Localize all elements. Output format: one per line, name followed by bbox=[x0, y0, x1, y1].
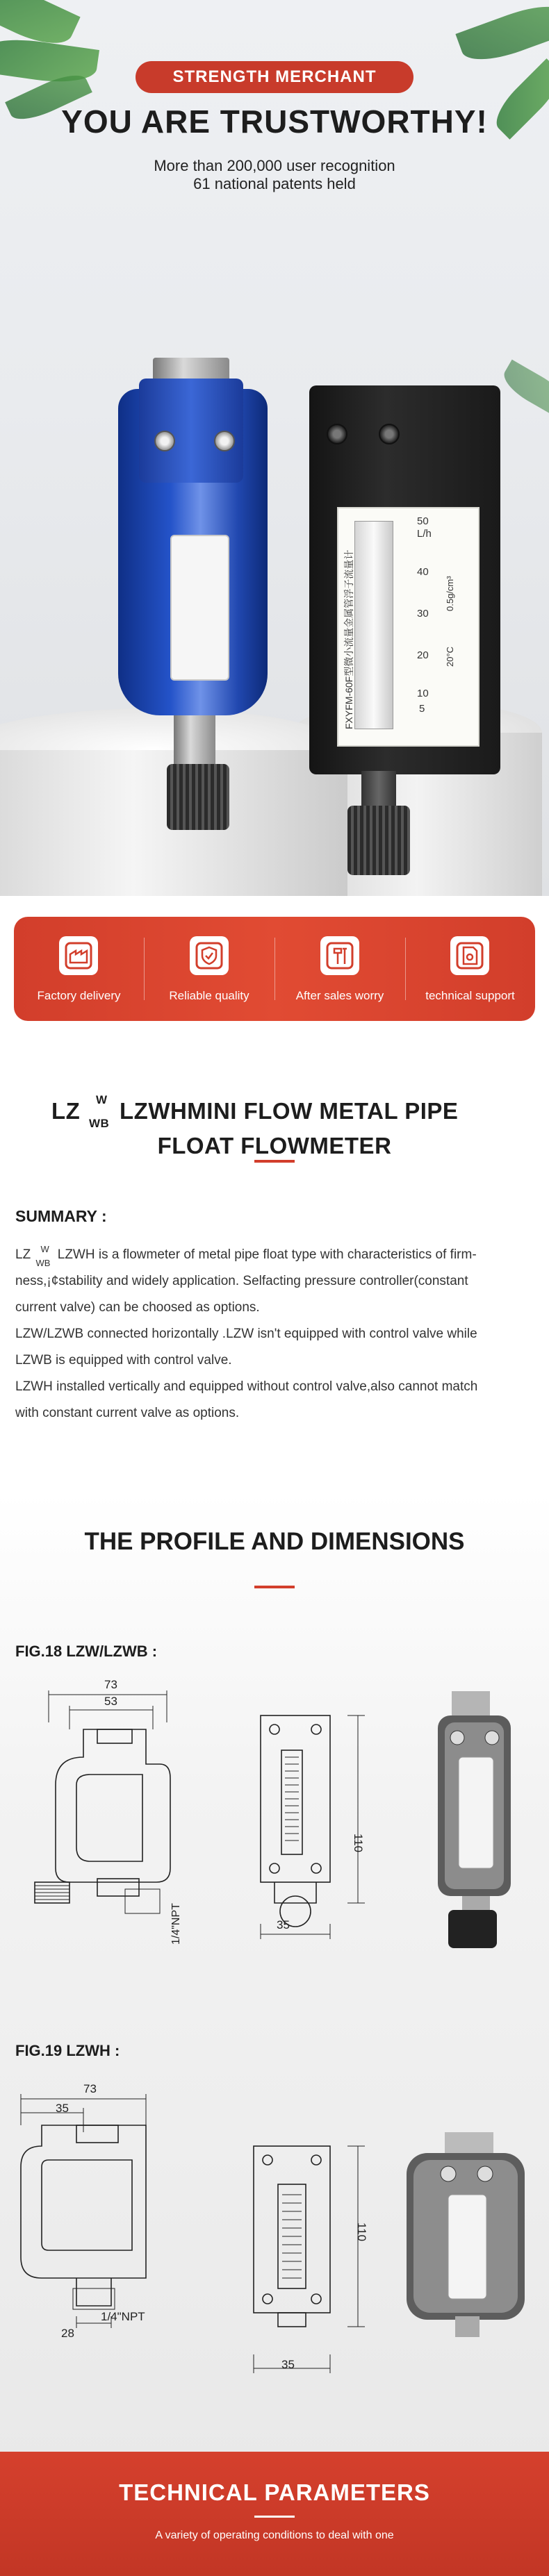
technical-parameters-banner bbox=[0, 2452, 549, 2576]
black-meter-tick-50: 50 bbox=[417, 515, 429, 527]
black-meter-tick-10: 10 bbox=[417, 688, 429, 699]
hero-title: YOU ARE TRUSTWORTHY! bbox=[61, 103, 488, 140]
black-meter-tick-20: 20 bbox=[417, 649, 429, 661]
summary-p1-rest: LZWH is a flowmeter of metal pipe float type with characteristics of firm- bbox=[54, 1247, 477, 1262]
flowmeter-photo-icon bbox=[396, 2132, 535, 2341]
summary-heading: SUMMARY : bbox=[15, 1207, 107, 1225]
fig19-dim-35-front: 35 bbox=[281, 2358, 295, 2371]
fig19-dim-110: 110 bbox=[355, 2222, 368, 2242]
flowmeter-photo-icon bbox=[424, 1688, 528, 1952]
fig18-dim-73: 73 bbox=[104, 1678, 117, 1691]
fig19-product-photo bbox=[396, 2132, 535, 2341]
document-support-icon bbox=[450, 936, 489, 975]
title-sup: W bbox=[96, 1093, 108, 1106]
screw-icon bbox=[154, 431, 175, 451]
summary-paragraph-1 bbox=[15, 1242, 538, 1268]
palm-leaf-right-3 bbox=[498, 360, 549, 419]
fig18-title: FIG.18 LZW/LZWB : bbox=[15, 1643, 158, 1660]
summary-p2-line-2: LZWB is equipped with control valve. bbox=[15, 1353, 232, 1368]
summary-prefix: LZ bbox=[15, 1247, 31, 1262]
black-meter-scale-tube bbox=[354, 521, 393, 729]
black-meter-tick-5: 5 bbox=[419, 703, 425, 715]
hero-subtitle bbox=[0, 157, 549, 193]
shield-check-icon bbox=[190, 936, 229, 975]
blue-meter-valve-knob bbox=[167, 764, 229, 830]
fig19-dim-thread: 1/4"NPT bbox=[101, 2310, 145, 2323]
screw-icon bbox=[214, 431, 235, 451]
title-underline bbox=[254, 1160, 295, 1163]
title-sub: WB bbox=[89, 1117, 110, 1130]
screw-icon bbox=[379, 424, 400, 444]
black-meter-density: 0.5g/cm³ bbox=[445, 576, 455, 611]
summary-p3-line-2: with constant current valve as options. bbox=[15, 1406, 240, 1420]
product-title-section bbox=[0, 1021, 549, 1195]
feature-reliable-quality bbox=[144, 917, 274, 1021]
fig19-dim-73: 73 bbox=[83, 2082, 97, 2095]
features-section bbox=[0, 896, 549, 1021]
feature-label: technical support bbox=[425, 989, 515, 1002]
fig18-product-photo bbox=[424, 1688, 528, 1952]
tech-underline bbox=[254, 2516, 295, 2518]
blue-meter-scale-window bbox=[170, 535, 229, 681]
profile-heading: THE PROFILE AND DIMENSIONS bbox=[84, 1528, 465, 1555]
fig18-dim-35: 35 bbox=[277, 1918, 290, 1931]
tools-icon bbox=[320, 936, 359, 975]
summary-sup: W bbox=[40, 1244, 49, 1254]
profile-underline bbox=[254, 1586, 295, 1588]
features-bar bbox=[14, 917, 535, 1021]
blue-meter-stem bbox=[174, 715, 215, 764]
feature-label: Factory delivery bbox=[37, 989, 121, 1002]
feature-after-sales bbox=[274, 917, 405, 1021]
screw-icon bbox=[327, 424, 347, 444]
summary-p2-line-1: LZW/LZWB connected horizontally .LZW isn't equipped with control valve while bbox=[15, 1327, 477, 1341]
palm-leaf-right-1 bbox=[455, 0, 549, 70]
black-meter-model-label: FXYFM-60F型微小流量金属管浮子流量计 bbox=[343, 549, 354, 729]
factory-icon bbox=[59, 936, 98, 975]
black-meter-tick-30: 30 bbox=[417, 608, 429, 620]
product-title-line-1 bbox=[0, 1094, 549, 1129]
summary-p1-line-3: current valve) can be choosed as options. bbox=[15, 1300, 260, 1315]
technical-parameters-title: TECHNICAL PARAMETERS bbox=[119, 2479, 430, 2505]
fig19-front-view-drawing bbox=[236, 2132, 375, 2389]
product-title bbox=[0, 1094, 549, 1163]
technical-parameters-subtitle: A variety of operating conditions to deal with one bbox=[155, 2529, 394, 2541]
hero-sub-line-1: More than 200,000 user recognition bbox=[154, 157, 395, 174]
summary-p1-line-2: ness,¡¢stability and widely application. Selfacting pressure controller(constant bbox=[15, 1274, 468, 1288]
feature-factory-delivery bbox=[14, 917, 144, 1021]
fig18-dim-110: 110 bbox=[352, 1834, 365, 1853]
summary-text bbox=[15, 1242, 538, 1427]
feature-label: Reliable quality bbox=[169, 989, 249, 1002]
title-rest: LZWHMINI FLOW METAL PIPE bbox=[120, 1098, 459, 1124]
feature-technical-support bbox=[405, 917, 535, 1021]
fig19-title: FIG.19 LZWH : bbox=[15, 2042, 120, 2059]
fig18-front-view-drawing bbox=[243, 1695, 382, 1952]
fig19-dim-28: 28 bbox=[61, 2327, 74, 2340]
black-meter-unit: L/h bbox=[417, 528, 432, 540]
fig18-side-view-drawing bbox=[28, 1681, 195, 1931]
feature-label: After sales worry bbox=[295, 989, 384, 1002]
black-meter-valve-knob bbox=[347, 806, 410, 875]
summary-sup-sub bbox=[34, 1244, 54, 1268]
title-prefix: LZ bbox=[51, 1098, 81, 1124]
black-meter-temp: 20°C bbox=[445, 646, 455, 667]
fig18-dim-thread: 1/4"NPT bbox=[170, 1903, 182, 1945]
fig19-side-view-drawing bbox=[7, 2077, 202, 2334]
summary-p3-line-1: LZWH installed vertically and equipped without control valve,also cannot match bbox=[15, 1379, 478, 1394]
hero-banner bbox=[0, 0, 549, 896]
fig19-dim-35: 35 bbox=[56, 2102, 69, 2115]
strength-merchant-tag: STRENGTH MERCHANT bbox=[136, 61, 413, 93]
fig18-dim-53: 53 bbox=[104, 1695, 117, 1708]
summary-sub: WB bbox=[35, 1258, 51, 1268]
black-meter-tick-40: 40 bbox=[417, 566, 429, 578]
hero-sub-line-2: 61 national patents held bbox=[193, 175, 356, 192]
product-title-line-2: FLOAT FLOWMETER bbox=[157, 1133, 392, 1158]
